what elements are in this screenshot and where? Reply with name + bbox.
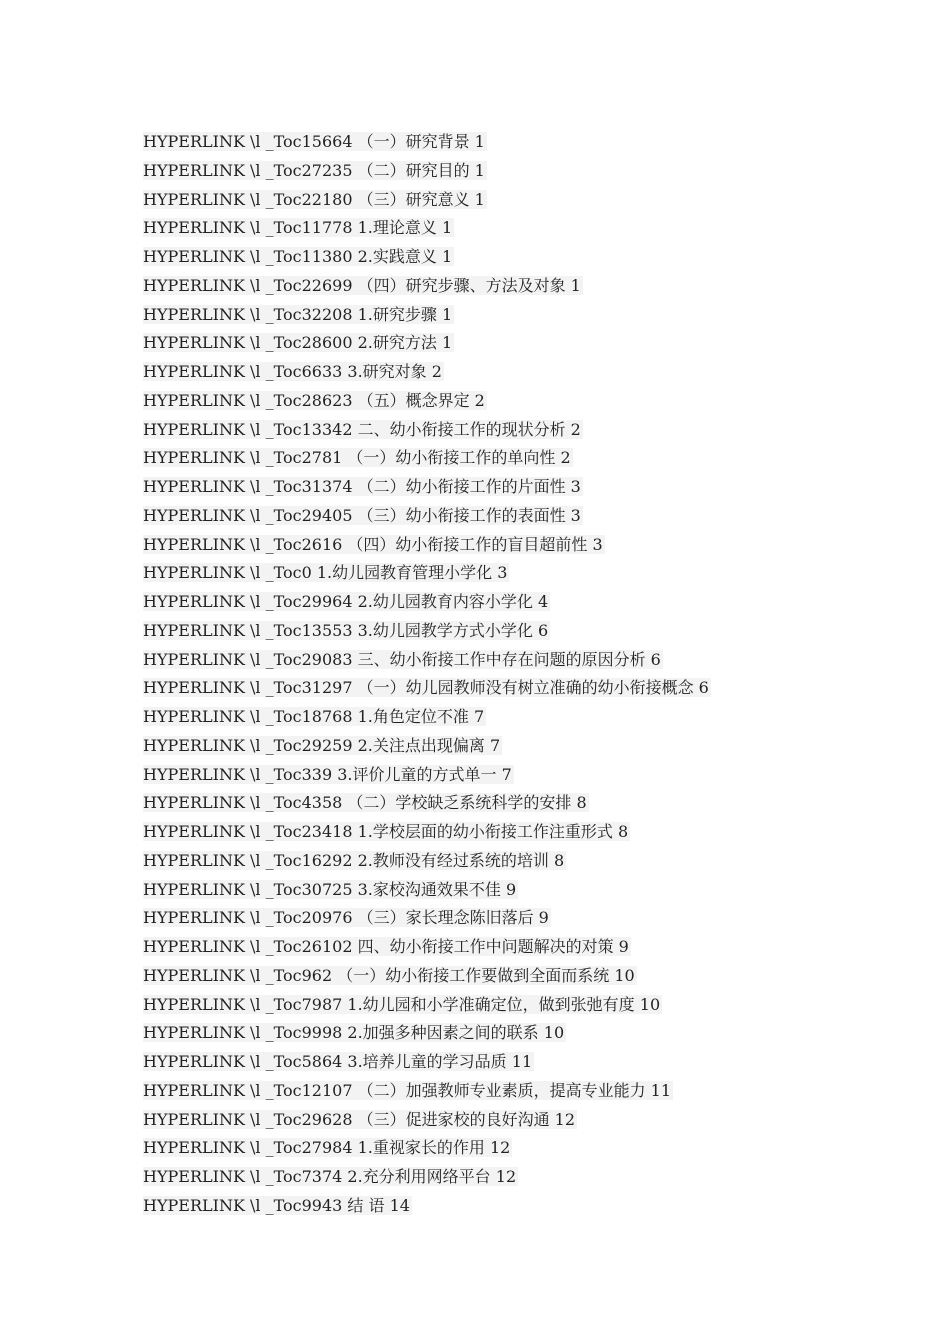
toc-entry-text[interactable]: HYPERLINK \l _Toc22699 （四）研究步骤、方法及对象 1 (143, 275, 581, 295)
toc-entry[interactable] (143, 416, 923, 445)
toc-entry[interactable] (143, 1134, 923, 1163)
toc-entry[interactable] (143, 847, 923, 876)
toc-entry[interactable] (143, 301, 923, 330)
toc-entry[interactable] (143, 1048, 923, 1077)
toc-entry[interactable] (143, 1106, 923, 1135)
toc-entry-text[interactable]: HYPERLINK \l _Toc28600 2.研究方法 1 (143, 333, 453, 353)
toc-entry[interactable] (143, 962, 923, 991)
toc-entry-text[interactable]: HYPERLINK \l _Toc31374 （二）幼小衔接工作的片面性 3 (143, 477, 581, 496)
toc-entry[interactable] (143, 617, 923, 646)
toc-entry[interactable] (143, 559, 923, 588)
toc-entry[interactable] (143, 933, 923, 962)
toc-entry[interactable] (143, 444, 923, 473)
toc-entry-text[interactable]: HYPERLINK \l _Toc30725 3.家校沟通效果不佳 9 (143, 879, 517, 899)
toc-entry[interactable] (143, 904, 923, 933)
toc-entry[interactable] (143, 531, 923, 560)
toc-entry-text[interactable]: HYPERLINK \l _Toc11778 1.理论意义 1 (143, 218, 453, 238)
toc-entry-text[interactable]: HYPERLINK \l _Toc339 3.评价儿童的方式单一 7 (143, 764, 512, 784)
toc-entry-text[interactable]: HYPERLINK \l _Toc29964 2.幼儿园教育内容小学化 4 (143, 592, 549, 611)
toc-entry-text[interactable]: HYPERLINK \l _Toc2616 （四）幼小衔接工作的盲目超前性 3 (143, 534, 603, 554)
toc-entry[interactable] (143, 1192, 923, 1221)
toc-entry[interactable] (143, 646, 923, 675)
toc-entry-text[interactable]: HYPERLINK \l _Toc9998 2.加强多种因素之间的联系 10 (143, 1023, 565, 1043)
toc-entry[interactable] (143, 473, 923, 502)
toc-entry-text[interactable]: HYPERLINK \l _Toc15664 （一）研究背景 1 (143, 132, 485, 151)
toc-entry[interactable] (143, 214, 923, 243)
toc-entry[interactable] (143, 243, 923, 272)
toc-entry-text[interactable]: HYPERLINK \l _Toc6633 3.研究对象 2 (143, 362, 442, 381)
toc-entry[interactable] (143, 1163, 923, 1192)
toc-entry[interactable] (143, 1019, 923, 1048)
toc-entry[interactable] (143, 789, 923, 818)
toc-entry-text[interactable]: HYPERLINK \l _Toc27235 （二）研究目的 1 (143, 160, 485, 180)
toc-entry[interactable] (143, 387, 923, 416)
toc-entry[interactable] (143, 876, 923, 905)
toc-entry-text[interactable]: HYPERLINK \l _Toc9943 结 语 14 (143, 1195, 410, 1215)
toc-entry-text[interactable]: HYPERLINK \l _Toc7987 1.幼儿园和小学准确定位，做到张弛有度 10 (143, 994, 661, 1014)
toc-entry-text[interactable]: HYPERLINK \l _Toc13342 二、幼小衔接工作的现状分析 2 (143, 419, 581, 439)
toc-entry-text[interactable]: HYPERLINK \l _Toc5864 3.培养儿童的学习品质 11 (143, 1052, 533, 1071)
toc-entry-text[interactable]: HYPERLINK \l _Toc20976 （三）家长理念陈旧落后 9 (143, 908, 549, 928)
toc-entry[interactable] (143, 329, 923, 358)
toc-entry-text[interactable]: HYPERLINK \l _Toc29405 （三）幼小衔接工作的表面性 3 (143, 505, 581, 525)
toc-entry-text[interactable]: HYPERLINK \l _Toc26102 四、幼小衔接工作中问题解决的对策 9 (143, 937, 629, 956)
toc-entry-text[interactable]: HYPERLINK \l _Toc29628 （三）促进家校的良好沟通 12 (143, 1109, 576, 1129)
toc-entry-text[interactable]: HYPERLINK \l _Toc0 1.幼儿园教育管理小学化 3 (143, 563, 508, 583)
toc-entry-text[interactable]: HYPERLINK \l _Toc31297 （一）幼儿园教师没有树立准确的幼小衔接概念 6 (143, 678, 709, 698)
toc-entry[interactable] (143, 128, 923, 157)
toc-entry-text[interactable]: HYPERLINK \l _Toc11380 2.实践意义 1 (143, 247, 453, 266)
toc-entry-text[interactable]: HYPERLINK \l _Toc13553 3.幼儿园教学方式小学化 6 (143, 620, 549, 640)
toc-entry-text[interactable]: HYPERLINK \l _Toc962 （一）幼小衔接工作要做到全面而系统 10 (143, 965, 635, 985)
toc-entry-text[interactable]: HYPERLINK \l _Toc12107 （二）加强教师专业素质，提高专业能力 11 (143, 1080, 672, 1100)
toc-entry-text[interactable]: HYPERLINK \l _Toc2781 （一）幼小衔接工作的单向性 2 (143, 448, 571, 468)
toc-entry-text[interactable]: HYPERLINK \l _Toc16292 2.教师没有经过系统的培训 8 (143, 850, 565, 870)
toc-entry[interactable] (143, 157, 923, 186)
toc-entry-text[interactable]: HYPERLINK \l _Toc7374 2.充分利用网络平台 12 (143, 1167, 517, 1186)
toc-entry[interactable] (143, 186, 923, 215)
toc-entry[interactable] (143, 703, 923, 732)
toc-entry[interactable] (143, 818, 923, 847)
toc-entry[interactable] (143, 732, 923, 761)
toc-entry[interactable] (143, 502, 923, 531)
toc-entry-text[interactable]: HYPERLINK \l _Toc32208 1.研究步骤 1 (143, 304, 453, 324)
toc-entry-text[interactable]: HYPERLINK \l _Toc29259 2.关注点出现偏离 7 (143, 735, 501, 755)
toc-entry[interactable] (143, 1077, 923, 1106)
toc-entry[interactable] (143, 991, 923, 1020)
toc-entry-text[interactable]: HYPERLINK \l _Toc28623 （五）概念界定 2 (143, 390, 485, 410)
toc-entry-text[interactable]: HYPERLINK \l _Toc22180 （三）研究意义 1 (143, 189, 485, 209)
toc-entry[interactable] (143, 588, 923, 617)
toc-entry-text[interactable]: HYPERLINK \l _Toc29083 三、幼小衔接工作中存在问题的原因分析 6 (143, 649, 661, 669)
toc-entry[interactable] (143, 674, 923, 703)
toc-entry[interactable] (143, 761, 923, 790)
table-of-contents (143, 128, 923, 1221)
toc-entry-text[interactable]: HYPERLINK \l _Toc4358 （二）学校缺乏系统科学的安排 8 (143, 793, 587, 813)
toc-entry[interactable] (143, 272, 923, 301)
toc-entry-text[interactable]: HYPERLINK \l _Toc27984 1.重视家长的作用 12 (143, 1138, 511, 1158)
toc-entry-text[interactable]: HYPERLINK \l _Toc23418 1.学校层面的幼小衔接工作注重形式 8 (143, 822, 629, 841)
toc-entry-text[interactable]: HYPERLINK \l _Toc18768 1.角色定位不准 7 (143, 707, 485, 726)
toc-entry[interactable] (143, 358, 923, 387)
